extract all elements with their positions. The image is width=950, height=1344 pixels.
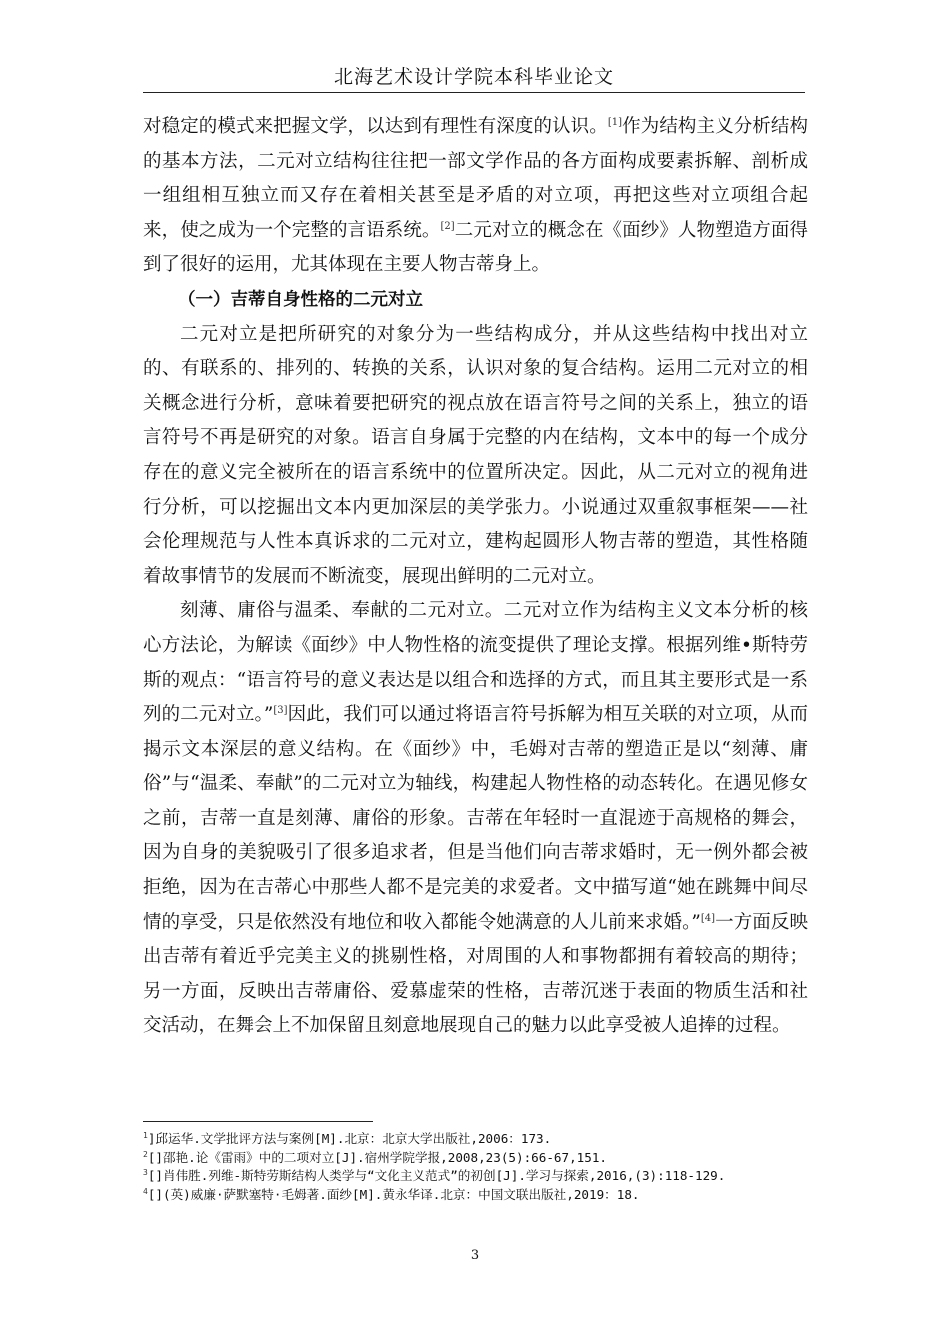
footnote-mark-2: 2 [143, 1149, 148, 1159]
footnote-mark-1: 1 [143, 1130, 148, 1140]
footnote-divider [143, 1121, 373, 1122]
citation-ref-1[interactable]: [1] [607, 116, 623, 128]
header-title: 北海艺术设计学院本科毕业论文 [333, 66, 614, 88]
para2-text-2: 因此，我们可以通过将语言符号拆解为相互关联的对立项，从而揭示文本深层的意义结构。在《面纱》中，毛姆对吉蒂的塑造正是以“刻薄、庸俗”与“温柔、奉献”的二元对立为轴线，构建起人物性格的动态转化。在遇见修女之前，吉蒂一直是刻薄、庸俗的形象。吉蒂在年轻时一直混迹于高规格的舞会，因为自身的美貌吸引了很多追求者，但是当他们向吉蒂求婚时，无一例外都会被拒绝，因为在吉蒂心中那些人都不是完美的求爱者。文中描写道“她在跳舞中间尽情的享受，只是依然没有地位和收入都能令她满意的人儿前来求婚。” [143, 704, 808, 933]
footnote-2 [143, 1149, 808, 1168]
intro-text-1: 对稳定的模式来把握文学，以达到有理性有深度的认识。 [143, 116, 608, 137]
footnote-mark-4: 4 [143, 1186, 148, 1196]
footnote-text-2: []邵艳.论《雷雨》中的二项对立[J].宿州学院学报,2008,23(5):66-67,151. [147, 1149, 607, 1165]
footnote-text-4: [](英)威廉·萨默塞特·毛姆著.面纱[M].黄永华译.北京：中国文联出版社,2019：18. [147, 1186, 640, 1202]
section-heading: （一）吉蒂自身性格的二元对立 [178, 289, 423, 310]
intro-paragraph [143, 110, 808, 283]
citation-ref-2[interactable]: [2] [440, 220, 455, 232]
page-header [143, 62, 805, 93]
footnote-text-1: ]邱运华.文学批评方法与案例[M].北京：北京大学出版社,2006：173. [147, 1131, 552, 1146]
page-number: 3 [470, 1248, 480, 1263]
intro-text-2: 作为结构主义分析结构的基本方法，二元对立结构往往把一部文学作品的各方面构成要素拆解、剖析成一组组相互独立而又存在着相关甚至是矛盾的对立项，再把这些对立项组合起来，使之成为一个完整的言语系统。 [143, 116, 808, 241]
footnote-mark-3: 3 [143, 1167, 148, 1177]
para2-text-1: 刻薄、庸俗与温柔、奉献的二元对立。二元对立作为结构主义文本分析的核心方法论，为解读《面纱》中人物性格的流变提供了理论支撑。根据列维•斯特劳斯的观点：“语言符号的意义表达是以组合和选择的方式，而且其主要形式是一系列的二元对立。” [143, 600, 808, 726]
main-body [143, 110, 808, 1044]
intro-text-3: 二元对立的概念在《面纱》人物塑造方面得到了很好的运用，尤其体现在主要人物吉蒂身上。 [143, 219, 808, 276]
footnote-4 [143, 1186, 808, 1205]
footnote-text-3: []肖伟胜.列维-斯特劳斯结构人类学与“文化主义范式”的初创[J].学习与探索,2016,(3):118-129. [147, 1168, 726, 1183]
citation-ref-4[interactable]: [4] [700, 912, 716, 924]
para2-text-3: 一方面反映出吉蒂有着近乎完美主义的挑剔性格，对周围的人和事物都拥有着较高的期待；另一方面，反映出吉蒂庸俗、爱慕虚荣的性格，吉蒂沉迷于表面的物质生活和社交活动，在舞会上不加保留且刻意地展现自己的魅力以此享受被人追捧的过程。 [143, 911, 808, 1037]
footnotes [143, 1130, 808, 1204]
citation-ref-3[interactable]: [3] [273, 704, 288, 716]
footnote-1 [143, 1130, 808, 1149]
body-paragraph-1: 二元对立是把所研究的对象分为一些结构成分，并从这些结构中找出对立的、有联系的、排列的、转换的关系，认识对象的复合结构。运用二元对立的相关概念进行分析，意味着要把研究的视点放在语言符号之间的关系上，独立的语言符号不再是研究的对象。语言自身属于完整的内在结构，文本中的每一个成分存在的意义完全被所在的语言系统中的位置所决定。因此，从二元对立的视角进行分析，可以挖掘出文本内更加深层的美学张力。小说通过双重叙事框架——社会伦理规范与人性本真诉求的二元对立，建构起圆形人物吉蒂的塑造，其性格随着故事情节的发展而不断流变，展现出鲜明的二元对立。 [143, 323, 808, 587]
body-paragraph-2 [143, 594, 808, 1044]
footnote-3 [143, 1167, 808, 1186]
